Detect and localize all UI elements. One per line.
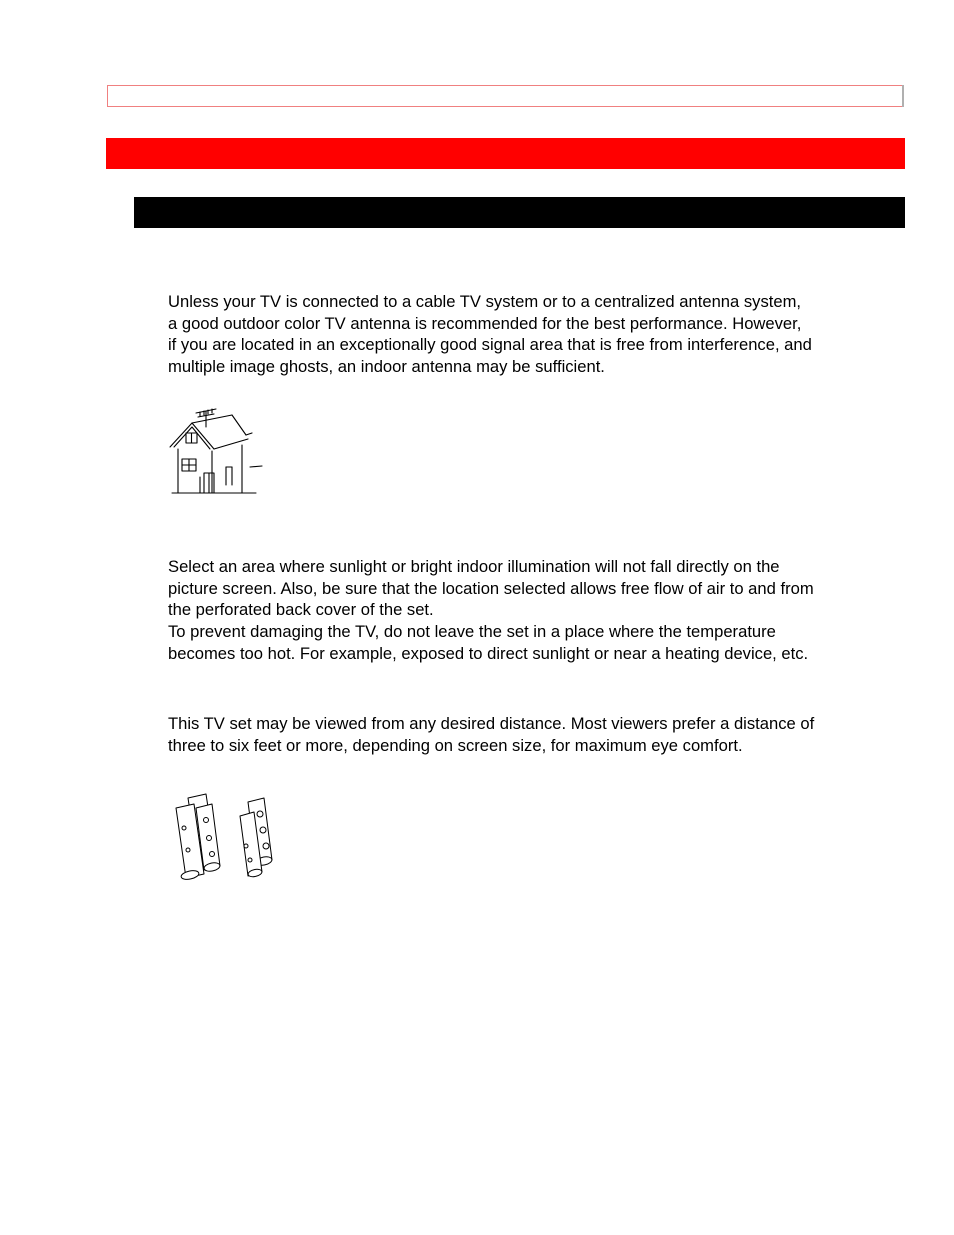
text-line: the perforated back cover of the set. [168,600,434,619]
location-paragraph [168,556,908,621]
text-line: This TV set may be viewed from any desired distance. Most viewers prefer a distance of [168,714,815,733]
page-header-box [107,85,903,107]
viewing-distance-paragraph [168,713,908,756]
antenna-paragraph [168,291,908,377]
house-with-antenna-icon [166,405,266,500]
text-line: if you are located in an exceptionally good signal area that is free from interference, and [168,335,812,354]
text-line: becomes too hot. For example, exposed to direct sunlight or near a heating device, etc. [168,643,809,663]
text-line: three to six feet or more, depending on screen size, for maximum eye comfort. [168,735,743,755]
text-line: multiple image ghosts, an indoor antenna may be sufficient. [168,356,605,376]
text-line: picture screen. Also, be sure that the location selected allows free flow of air to and from [168,578,814,598]
temperature-paragraph [168,621,908,664]
header-box-edge [902,85,904,107]
chapter-title-bar [106,138,905,169]
text-line: Unless your TV is connected to a cable TV system or to a centralized antenna system, [168,292,802,311]
section-title-bar [134,197,905,228]
batteries-icon [166,790,282,890]
text-line: To prevent damaging the TV, do not leave the set in a place where the temperature [168,622,776,641]
text-line: Select an area where sunlight or bright indoor illumination will not fall directly on the [168,557,780,576]
text-line: a good outdoor color TV antenna is recommended for the best performance. However, [168,313,802,333]
